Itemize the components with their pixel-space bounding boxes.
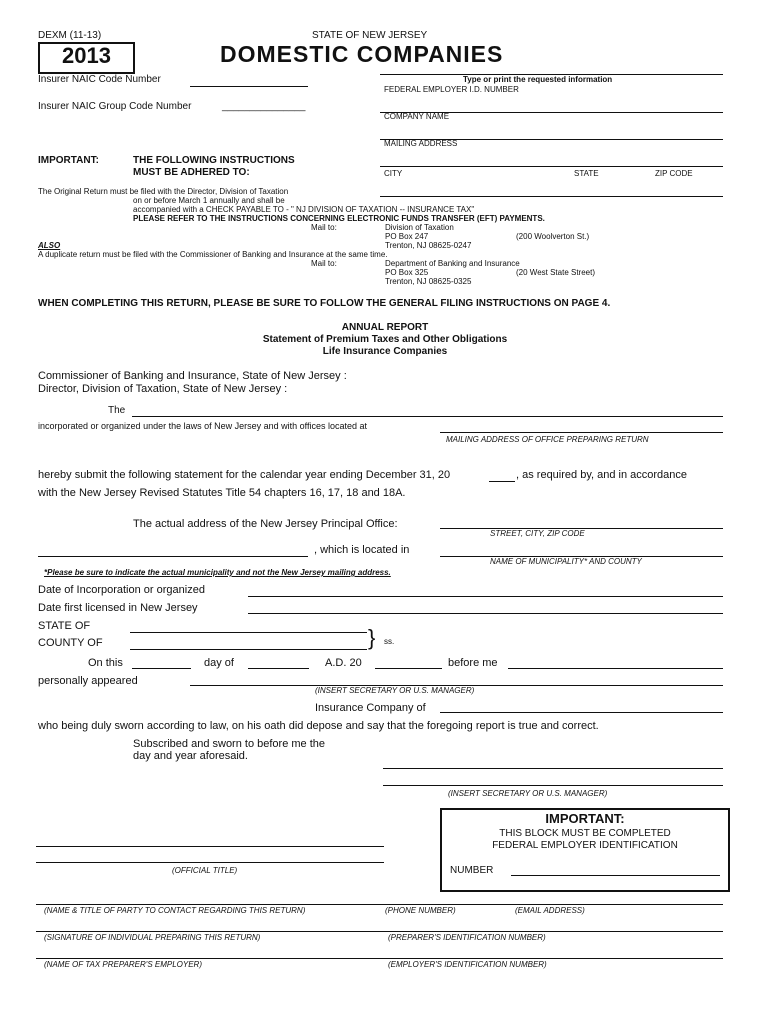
company-the-input[interactable] (134, 402, 722, 416)
official-title-line (36, 862, 384, 863)
state-title: STATE OF NEW JERSEY (312, 30, 428, 41)
instr-line-4: PLEASE REFER TO THE INSTRUCTIONS CONCERNING ELECTRONIC FUNDS TRANSFER (EFT) PAYMENTS. (133, 214, 545, 223)
tax-preparer-label: (NAME OF TAX PREPARER'S EMPLOYER) (44, 960, 202, 969)
important-block-title: IMPORTANT: (545, 811, 625, 826)
county-of-line (130, 649, 367, 650)
personally-appeared-label: personally appeared (38, 675, 138, 687)
commissioner-line: Commissioner of Banking and Insurance, State of New Jersey : (38, 370, 347, 382)
with-nj-statutes: with the New Jersey Revised Statutes Title 54 chapters 16, 17, 18 and 18A. (38, 487, 406, 499)
naic-code-line (190, 86, 308, 87)
contact-line (36, 904, 723, 905)
date-incorporation-label: Date of Incorporation or organized (38, 584, 205, 596)
state-of-input[interactable] (132, 618, 366, 632)
preparer-line (36, 931, 723, 932)
fein-input[interactable] (384, 96, 722, 110)
addr2-line-1: Department of Banking and Insurance (385, 259, 520, 268)
hereby-line-1: hereby submit the following statement for the calendar year ending December 31, 20 (38, 469, 451, 481)
statement-heading: Statement of Premium Taxes and Other Obligations (262, 334, 508, 345)
subscribed-line-2: day and year aforesaid. (133, 750, 248, 762)
the-label: The (108, 405, 126, 416)
preparer-input[interactable] (38, 917, 722, 931)
fein-number-line (511, 875, 720, 876)
county-of-label: COUNTY OF (38, 637, 103, 649)
instructions-heading-2: MUST BE ADHERED TO: (133, 167, 250, 178)
secretary-name-input[interactable] (385, 770, 722, 784)
state-of-line (130, 632, 367, 633)
addr1-street: (200 Woolverton St.) (516, 232, 590, 241)
state-label: STATE (574, 169, 599, 178)
on-this-line (132, 668, 191, 669)
mailing-office-label: MAILING ADDRESS OF OFFICE PREPARING RETURN (446, 435, 649, 444)
ad-year-line (375, 668, 442, 669)
addr2-street: (20 West State Street) (516, 268, 595, 277)
employer-line (36, 958, 723, 959)
annual-report-heading: ANNUAL REPORT (341, 322, 429, 333)
addr1-line-3: Trenton, NJ 08625-0247 (385, 241, 472, 250)
instr-line-1: The Original Return must be filed with the Director, Division of Taxation (38, 187, 289, 196)
street-label: STREET, CITY, ZIP CODE (490, 529, 585, 538)
company-name-label: COMPANY NAME (384, 112, 450, 121)
email-label: (EMAIL ADDRESS) (515, 906, 585, 915)
actual-address-label: The actual address of the New Jersey Principal Office: (133, 518, 398, 530)
mailing-address-label: MAILING ADDRESS (384, 139, 458, 148)
mail-to-2: Mail to: (311, 259, 337, 268)
instr-line-3: accompanied with a CHECK PAYABLE TO - " NJ DIVISION OF TAXATION -- INSURANCE TAX" (133, 205, 475, 214)
addr1-line-1: Division of Taxation (385, 223, 454, 232)
form-id: DEXM (11-13) (38, 30, 102, 41)
ad-label: A.D. 20 (325, 657, 362, 669)
date-incorporation-line (248, 596, 723, 597)
official-title-label: (OFFICIAL TITLE) (172, 866, 238, 875)
fein-number-label: NUMBER (450, 865, 494, 876)
municipality-input[interactable] (443, 542, 723, 556)
hereby-line-2: , as required by, and in accordance (516, 469, 688, 481)
day-of-label: day of (204, 657, 234, 669)
also-label: ALSO (38, 241, 61, 250)
year-ending-input[interactable] (489, 468, 515, 482)
mailing-address-input[interactable] (384, 151, 722, 165)
county-of-input[interactable] (132, 635, 366, 649)
company-name-input[interactable] (384, 124, 722, 138)
ss-label: ss. (384, 637, 395, 646)
addr2-line-2: PO Box 325 (385, 268, 429, 277)
insurance-company-line (440, 712, 723, 713)
important-label: IMPORTANT: (38, 155, 99, 166)
subscribed-line-1: Subscribed and sworn to before me the (133, 738, 326, 750)
contact-input[interactable] (38, 890, 722, 904)
incorporated-line: incorporated or organized under the laws of New Jersey and with offices located at (38, 421, 368, 431)
naic-group-label: Insurer NAIC Group Code Number (38, 101, 192, 112)
date-incorporation-input[interactable] (250, 582, 722, 596)
located-in-input[interactable] (38, 542, 308, 556)
city-line (380, 196, 723, 197)
director-line: Director, Division of Taxation, State of New Jersey : (38, 383, 288, 395)
personally-appeared-input[interactable] (192, 671, 722, 685)
before-me-input[interactable] (510, 654, 722, 668)
fein-number-input[interactable] (513, 861, 719, 875)
sworn-statement: who being duly sworn according to law, on his oath did depose and say that the foregoing report is true and correct. (38, 720, 599, 732)
notary-signature-input[interactable] (38, 832, 383, 846)
date-licensed-input[interactable] (250, 599, 722, 613)
insurance-company-input[interactable] (442, 698, 722, 712)
company-the-line (132, 416, 723, 417)
naic-code-label: Insurer NAIC Code Number (38, 74, 161, 85)
mail-to-1: Mail to: (311, 223, 337, 232)
insurance-company-label: Insurance Company of (315, 702, 426, 714)
secretary-signature-line (383, 768, 723, 769)
office-address-line (440, 432, 723, 433)
naic-group-blank: _______________ (222, 101, 306, 112)
naic-code-input[interactable] (190, 72, 308, 86)
zip-label: ZIP CODE (655, 169, 693, 178)
state-of-label: STATE OF (38, 620, 91, 632)
employer-id-label: (EMPLOYER'S IDENTIFICATION NUMBER) (388, 960, 547, 969)
date-licensed-line (248, 613, 723, 614)
official-title-input[interactable] (38, 848, 383, 862)
name-title-label: (NAME & TITLE OF PARTY TO CONTACT REGARDING THIS RETURN) (44, 906, 306, 915)
secretary-signature-input[interactable] (385, 754, 722, 768)
secretary-name-line (383, 785, 723, 786)
before-me-line (508, 668, 723, 669)
brace-symbol: } (368, 625, 376, 650)
municipality-label: NAME OF MUNICIPALITY* AND COUNTY (490, 557, 642, 566)
addr1-line-2: PO Box 247 (385, 232, 429, 241)
addr2-line-3: Trenton, NJ 08625-0325 (385, 277, 472, 286)
ad-year-input[interactable] (377, 654, 441, 668)
city-label: CITY (384, 169, 403, 178)
form-year: 2013 (62, 43, 111, 68)
on-this-label: On this (88, 657, 123, 669)
mailing-address-line (380, 166, 723, 167)
when-completing: WHEN COMPLETING THIS RETURN, PLEASE BE SURE TO FOLLOW THE GENERAL FILING INSTRUCTIONS ON PAGE 4. (38, 298, 611, 309)
form-title: DOMESTIC COMPANIES (220, 41, 504, 67)
insert-secretary-label: (INSERT SECRETARY OR U.S. MANAGER) (315, 686, 475, 695)
life-heading: Life Insurance Companies (322, 346, 448, 357)
which-located-label: , which is located in (314, 544, 410, 556)
instr-line-2: on or before March 1 annually and shall be (133, 196, 285, 205)
signature-label: (SIGNATURE OF INDIVIDUAL PREPARING THIS RETURN) (44, 933, 261, 942)
please-indicate-note: *Please be sure to indicate the actual municipality and not the New Jersey mailing address. (44, 568, 391, 577)
duplicate-line: A duplicate return must be filed with the Commissioner of Banking and Insurance at the same time. (38, 250, 388, 259)
fein-label: FEDERAL EMPLOYER I.D. NUMBER (384, 85, 519, 94)
naic-group-input[interactable] (222, 100, 314, 114)
notary-signature-line (36, 846, 384, 847)
date-licensed-label: Date first licensed in New Jersey (38, 602, 198, 614)
located-in-line (38, 556, 308, 557)
principal-office-input[interactable] (443, 514, 723, 528)
day-of-line (248, 668, 309, 669)
important-block-line-1: THIS BLOCK MUST BE COMPLETED (499, 828, 671, 839)
instructions-heading-1: THE FOLLOWING INSTRUCTIONS (133, 155, 295, 166)
city-state-zip-input[interactable] (384, 181, 722, 195)
type-print-note: Type or print the requested information (463, 75, 613, 84)
before-me-label: before me (448, 657, 498, 669)
preparer-id-label: (PREPARER'S IDENTIFICATION NUMBER) (388, 933, 546, 942)
phone-label: (PHONE NUMBER) (385, 906, 456, 915)
day-of-input[interactable] (250, 654, 308, 668)
important-block-line-2: FEDERAL EMPLOYER IDENTIFICATION (492, 840, 678, 851)
year-ending-line (489, 481, 515, 482)
employer-input[interactable] (38, 944, 722, 958)
on-this-input[interactable] (134, 654, 190, 668)
insert-secretary-label-2: (INSERT SECRETARY OR U.S. MANAGER) (448, 789, 608, 798)
